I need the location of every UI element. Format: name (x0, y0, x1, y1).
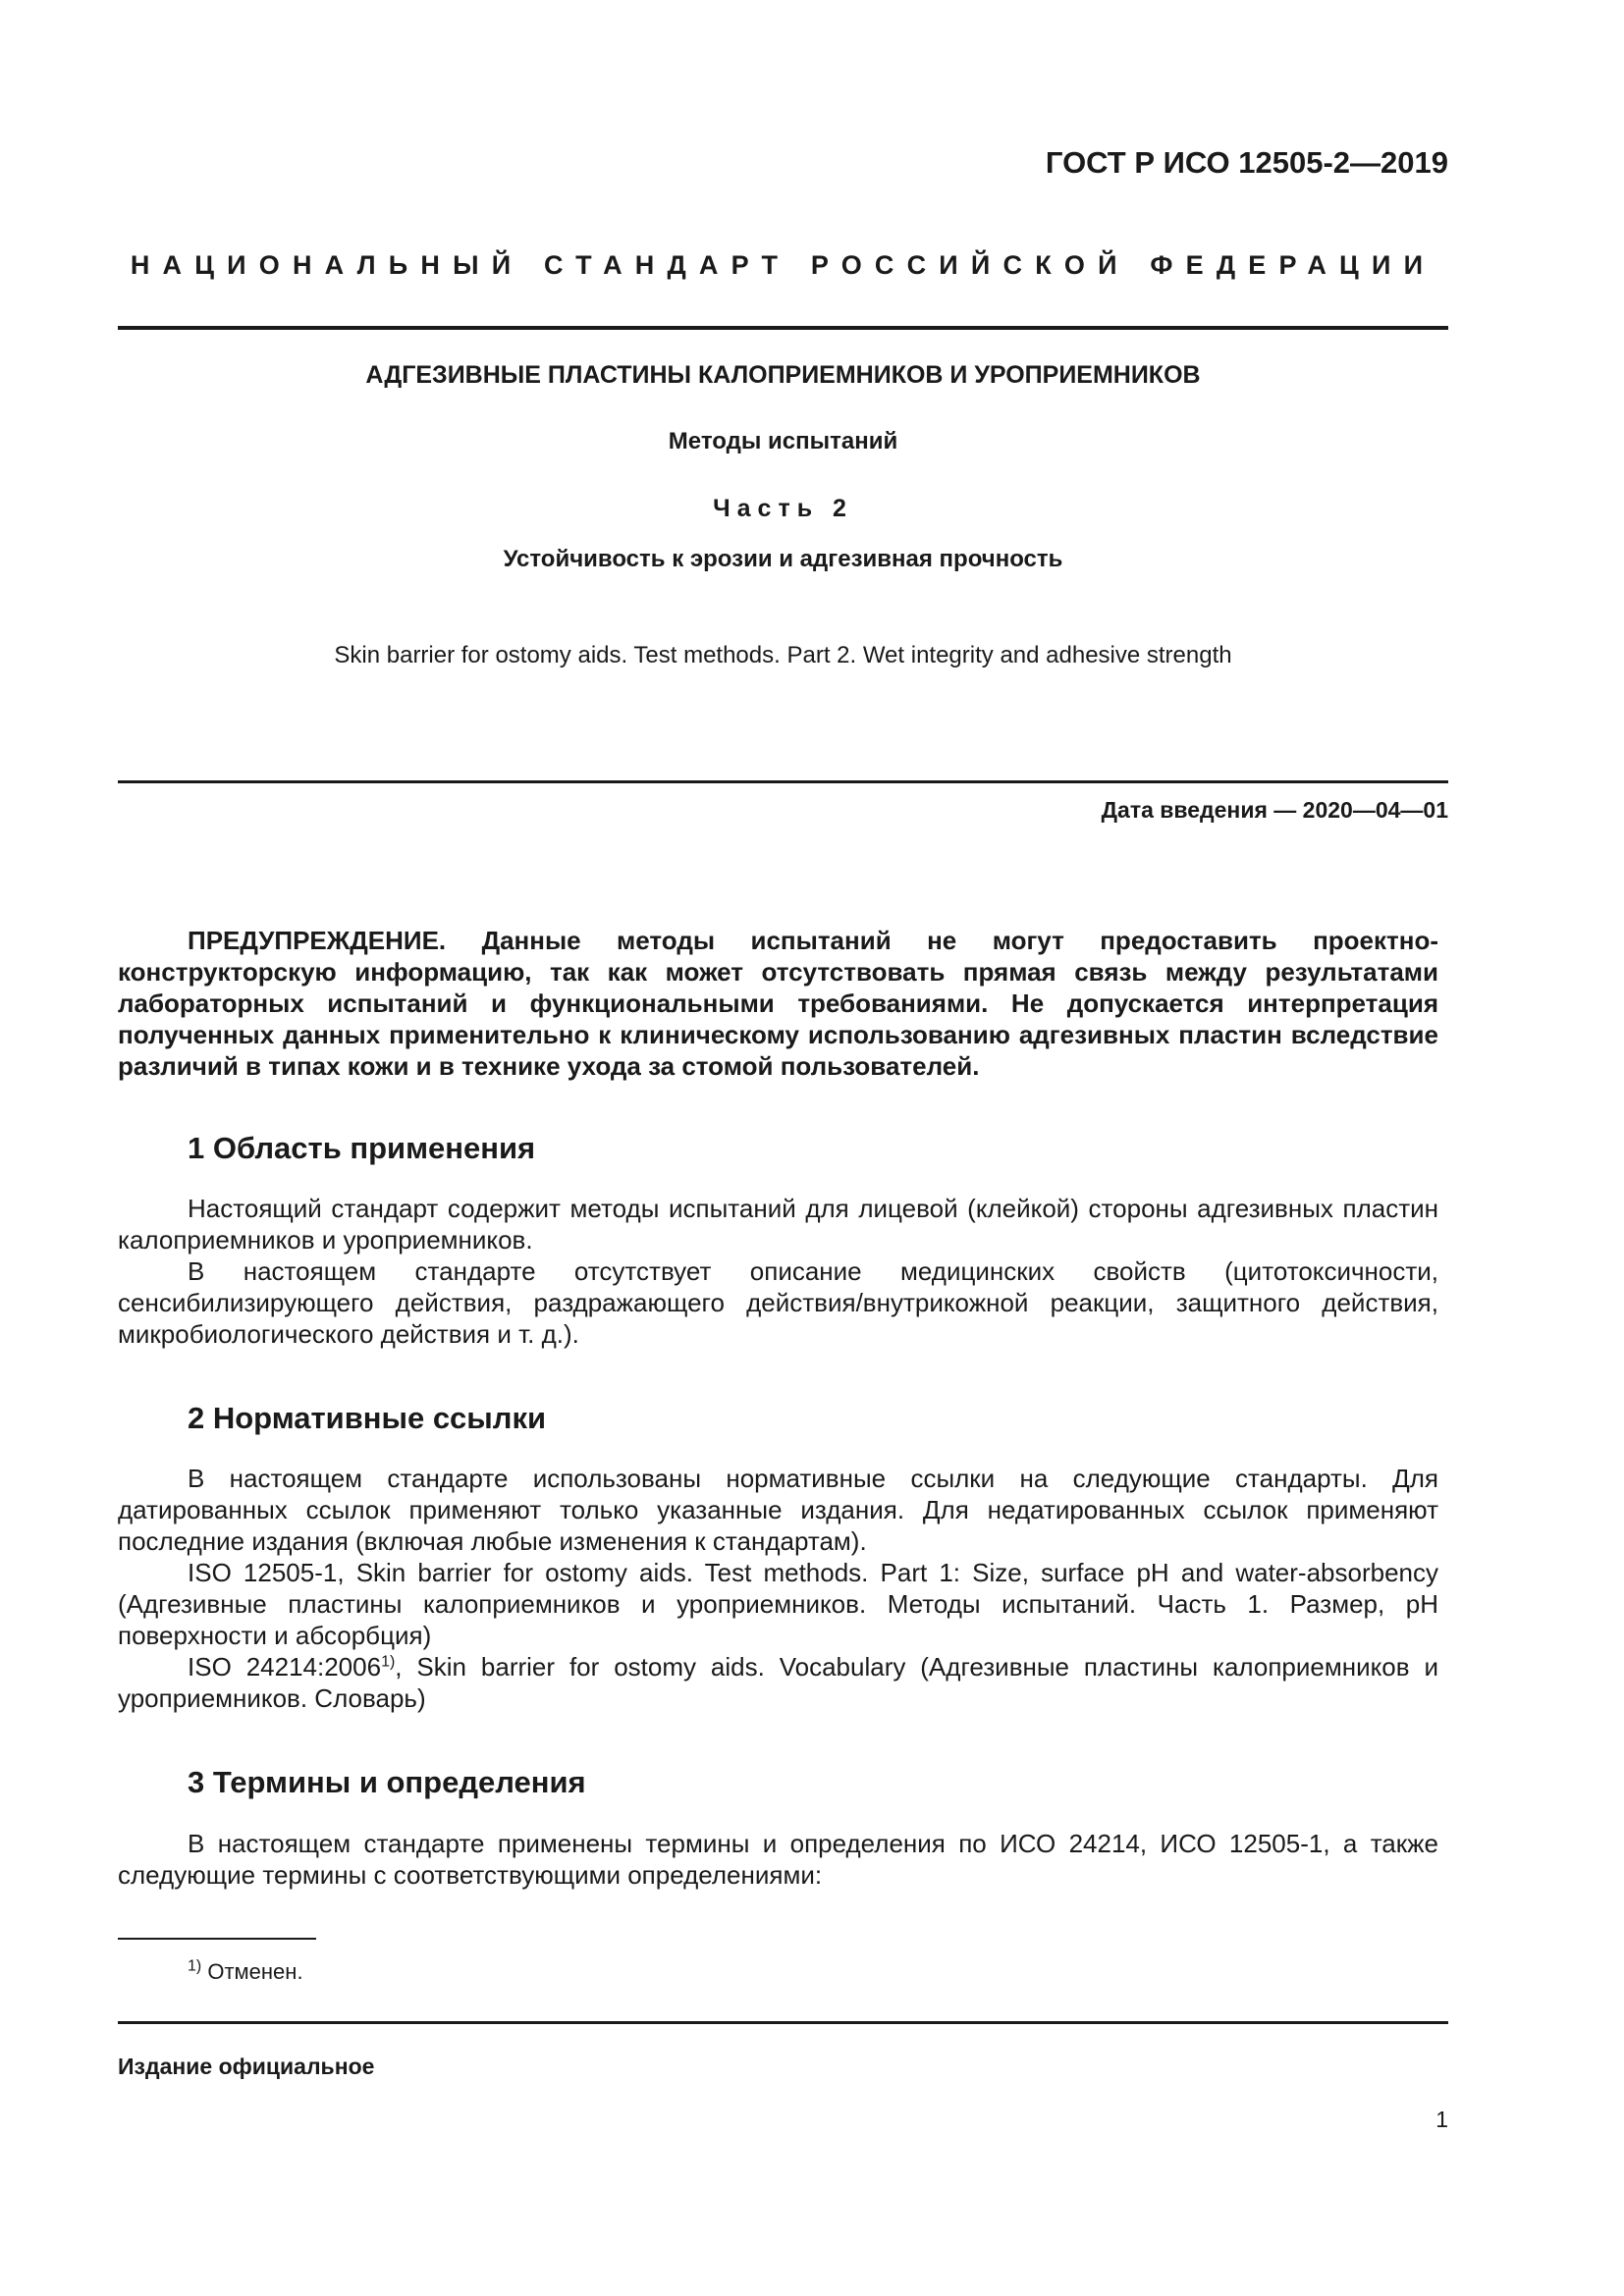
paragraph: В настоящем стандарте применены термины и определения по ИСО 24214, ИСО 12505-1, а также следующие термины с соответствующими определениями: (118, 1829, 1438, 1890)
section-2-heading: 2 Нормативные ссылки (188, 1401, 547, 1435)
national-standard-banner: НАЦИОНАЛЬНЫЙ СТАНДАРТ РОССИЙСКОЙ ФЕДЕРАЦИИ (130, 250, 1436, 280)
standard-title: АДГЕЗИВНЫЕ ПЛАСТИНЫ КАЛОПРИЕМНИКОВ И УРОПРИЕМНИКОВ (365, 361, 1201, 389)
part-label: Часть 2 (713, 495, 853, 522)
introduction-date: Дата введения — 2020—04—01 (1101, 797, 1448, 823)
section-1-heading: 1 Область применения (188, 1131, 536, 1165)
footnote-separator (118, 1938, 316, 1940)
english-title: Skin barrier for ostomy aids. Test methods. Part 2. Wet integrity and adhesive strength (334, 642, 1232, 668)
footnote (188, 1959, 303, 1985)
footnote-text: Отменен. (207, 1959, 303, 1984)
page-number: 1 (1435, 2107, 1448, 2132)
section-1-body (118, 1193, 1438, 1350)
reference-paragraph (118, 1651, 1438, 1714)
part-title: Устойчивость к эрозии и адгезивная прочность (503, 546, 1063, 572)
footnote-mark: 1) (188, 1957, 202, 1975)
title-rule (118, 780, 1448, 783)
standard-subtitle: Методы испытаний (668, 428, 898, 454)
footnote-marker: 1) (381, 1653, 396, 1671)
paragraph: Настоящий стандарт содержит методы испытаний для лицевой (клейкой) стороны адгезивных пластин калоприемников и уроприемников. (118, 1194, 1438, 1255)
warning-block (118, 925, 1438, 1082)
paragraph: В настоящем стандарте отсутствует описание медицинских свойств (цитотоксичности, сенсибилизирующего действия, раздражающего действия/внутрикожной реакции, защитного действия, микробиологического действия и т. д.). (118, 1256, 1438, 1349)
section-3-heading: 3 Термины и определения (188, 1765, 586, 1799)
paragraph: В настоящем стандарте использованы нормативные ссылки на следующие стандарты. Для датированных ссылок применяют только указанные издания. Для недатированных ссылок применяют последние издания (включая любые изменения к стандартам). (118, 1464, 1438, 1556)
section-2-body (118, 1463, 1438, 1714)
paragraph: ISO 12505-1, Skin barrier for ostomy aids. Test methods. Part 1: Size, surface pH and water-absorbency (Адгезивные пластины калоприемников и уроприемников. Методы испытаний. Часть 1. Размер, pH поверхности и абсорбция) (118, 1558, 1438, 1650)
reference-text: , Skin barrier for ostomy aids. Vocabulary (Адгезивные пластины калоприемников и уроприемников. Словарь) (118, 1652, 1438, 1713)
section-3-body (118, 1828, 1438, 1891)
document-code: ГОСТ Р ИСО 12505-2—2019 (1045, 145, 1448, 180)
header-rule (118, 326, 1448, 330)
footer-rule (118, 2021, 1448, 2024)
reference-code: ISO 24214:2006 (188, 1652, 382, 1682)
official-edition-label: Издание официальное (118, 2054, 375, 2079)
warning-text: ПРЕДУПРЕЖДЕНИЕ. Данные методы испытаний не могут предоставить проектно-конструкторскую информацию, так как может отсутствовать прямая связь между результатами лабораторных испытаний и функциональными требованиями. Не допускается интерпретация полученных данных применительно к клиническому использованию адгезивных пластин вследствие различий в типах кожи и в технике ухода за стомой пользователей. (118, 926, 1438, 1081)
